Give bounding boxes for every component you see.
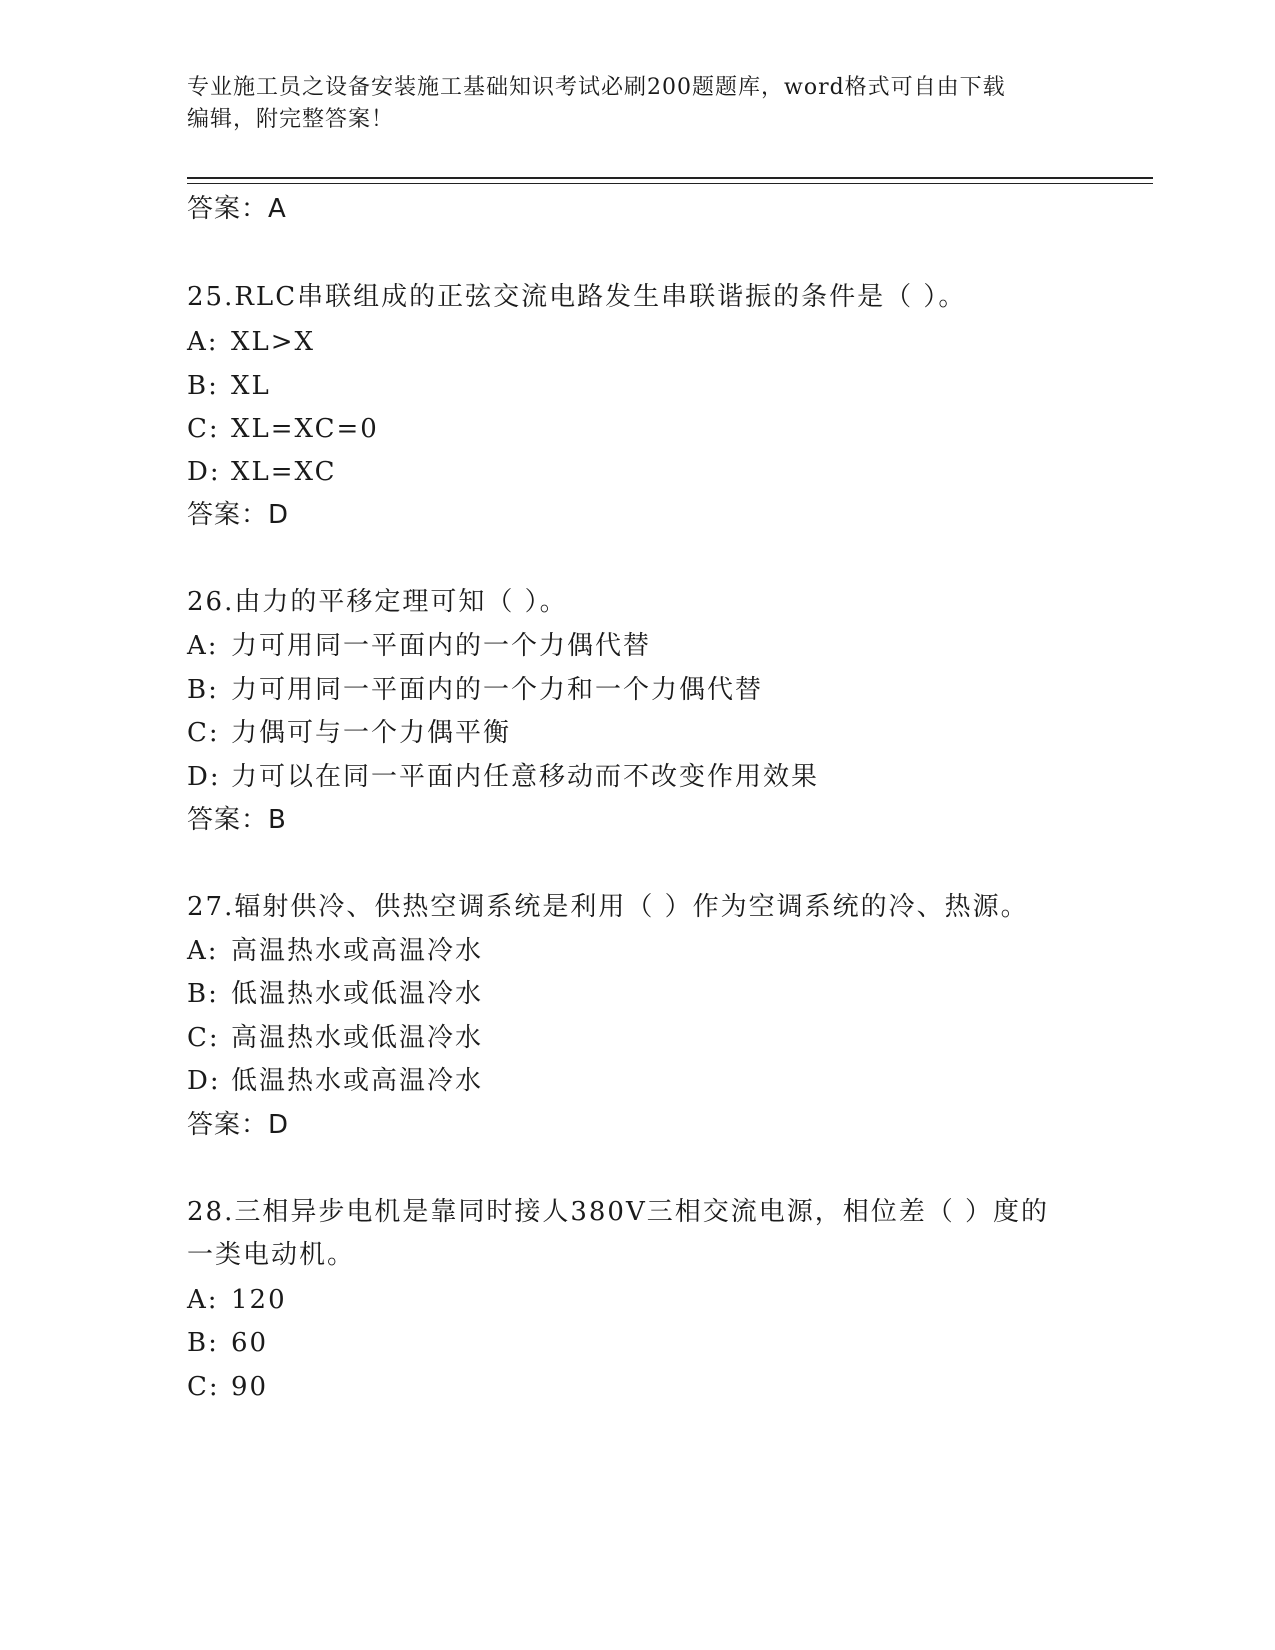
option-text: XL>X xyxy=(231,327,316,357)
question-25-option-d xyxy=(187,455,337,489)
question-25-answer: 答案：D xyxy=(187,500,290,530)
question-28-option-c xyxy=(187,1370,268,1404)
option-text: 低温热水或高温冷水 xyxy=(231,1066,484,1096)
question-28-stem-line-1: 28.三相异步电机是靠同时接人380V三相交流电源，相位差（ ）度的 xyxy=(187,1197,1050,1227)
option-label: B: xyxy=(187,979,219,1009)
question-26-stem: 26.由力的平移定理可知（ ）。 xyxy=(187,587,568,617)
question-26-option-c xyxy=(187,716,511,750)
option-text: 力可用同一平面内的一个力偶代替 xyxy=(231,631,652,661)
option-text: 高温热水或高温冷水 xyxy=(231,936,484,966)
option-label: D: xyxy=(187,762,221,792)
question-25-option-c xyxy=(187,412,379,446)
option-label: C: xyxy=(187,718,220,748)
question-25-option-a xyxy=(187,325,315,359)
option-label: B: xyxy=(187,1328,219,1358)
previous-answer: 答案：A xyxy=(187,194,287,224)
question-27-option-b xyxy=(187,977,483,1011)
question-26-option-d xyxy=(187,760,819,794)
option-label: D: xyxy=(187,457,221,487)
option-text: 力偶可与一个力偶平衡 xyxy=(231,718,512,748)
header-line-1: 专业施工员之设备安装施工基础知识考试必刷200题题库，word格式可自由下载 xyxy=(187,75,1006,100)
header-rule-thin xyxy=(187,183,1153,184)
question-25-stem: 25.RLC串联组成的正弦交流电路发生串联谐振的条件是（ ）。 xyxy=(187,282,967,312)
question-28-stem-line-2: 一类电动机。 xyxy=(187,1240,356,1270)
option-text: 力可用同一平面内的一个力和一个力偶代替 xyxy=(231,675,764,705)
option-label: C: xyxy=(187,1023,220,1053)
option-label: A: xyxy=(187,631,219,661)
option-text: 高温热水或低温冷水 xyxy=(231,1023,484,1053)
question-27-stem: 27.辐射供冷、供热空调系统是利用（ ）作为空调系统的冷、热源。 xyxy=(187,892,1029,922)
option-text: XL xyxy=(231,371,271,401)
option-text: XL=XC=0 xyxy=(231,414,379,444)
question-26-answer: 答案：B xyxy=(187,805,287,835)
option-text: 90 xyxy=(231,1372,269,1402)
option-label: A: xyxy=(187,1285,219,1315)
option-text: 力可以在同一平面内任意移动而不改变作用效果 xyxy=(231,762,820,792)
question-27-option-c xyxy=(187,1021,483,1055)
option-label: B: xyxy=(187,675,219,705)
document-header xyxy=(187,72,1067,136)
option-text: 低温热水或低温冷水 xyxy=(231,979,484,1009)
option-label: C: xyxy=(187,414,220,444)
question-27-answer: 答案：D xyxy=(187,1110,290,1140)
question-28-option-b xyxy=(187,1326,268,1360)
question-25-option-b xyxy=(187,369,271,403)
option-label: C: xyxy=(187,1372,220,1402)
option-text: 120 xyxy=(231,1285,287,1315)
question-26-option-a xyxy=(187,629,651,663)
question-28-option-a xyxy=(187,1283,287,1317)
option-text: 60 xyxy=(231,1328,269,1358)
header-rule-thick xyxy=(187,177,1153,179)
option-text: XL=XC xyxy=(231,457,337,487)
option-label: D: xyxy=(187,1066,221,1096)
header-line-2: 编辑，附完整答案！ xyxy=(187,107,395,132)
option-label: A: xyxy=(187,936,219,966)
question-27-option-d xyxy=(187,1064,483,1098)
question-27-option-a xyxy=(187,934,483,968)
question-26-option-b xyxy=(187,673,763,707)
option-label: A: xyxy=(187,327,219,357)
option-label: B: xyxy=(187,371,219,401)
